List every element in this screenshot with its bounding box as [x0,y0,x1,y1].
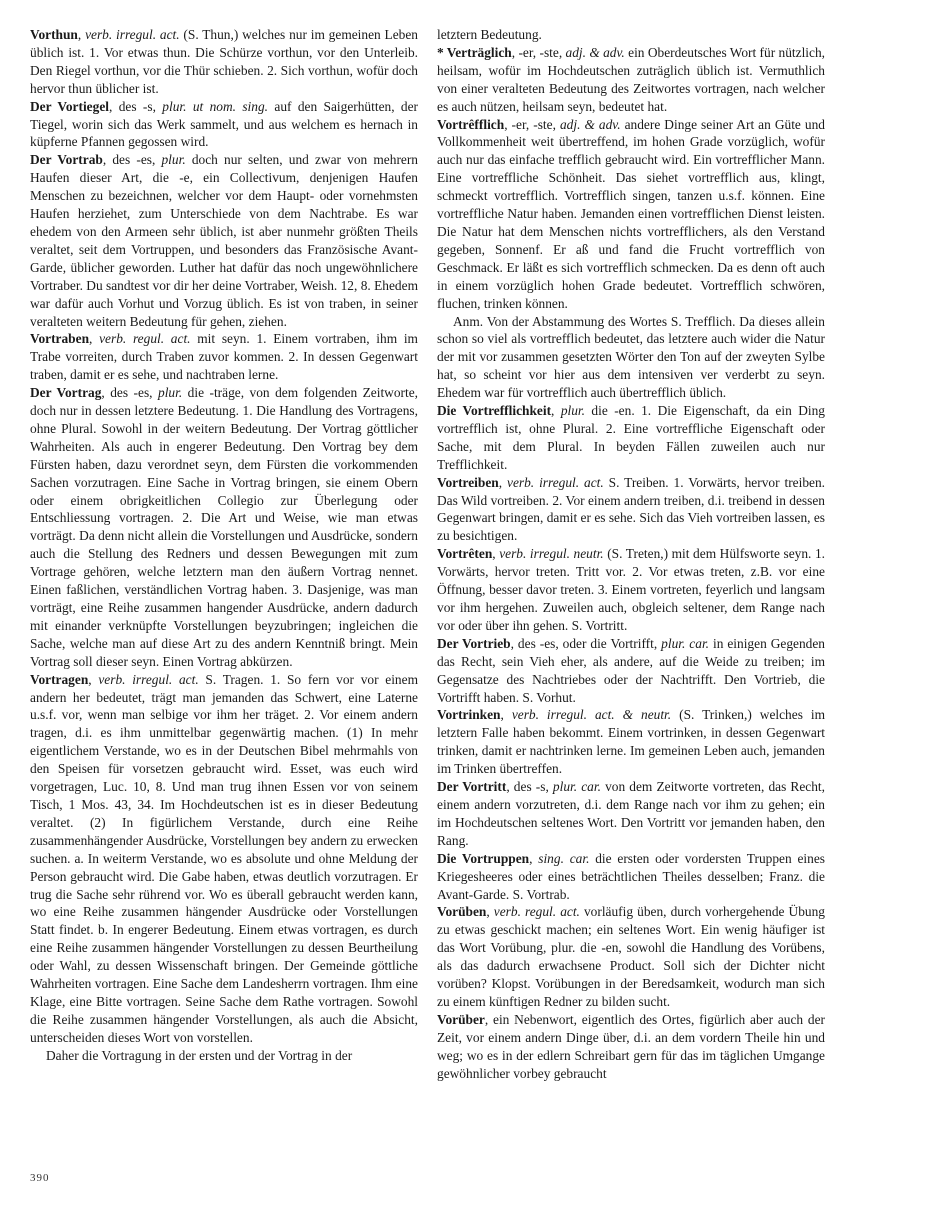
entry-definition: S. Treiben. 1. Vorwärts, hervor treiben. Das Wild vortreiben. 2. Vor einem andern treiben, d.i. treibend in dessen Gegenwart bringen, damit er es sehe. Sich das Vieh vortreiben lassen, es zu besichtigen. [437,474,825,544]
entry-inflection: , des -es, [102,152,162,168]
entry-headword: Der Vortrieb [437,635,511,651]
entry-headword: Vorthun [30,27,78,42]
entry-grammar-label: verb. irregul. neutr. [499,546,604,562]
entry-headword: Die Vortruppen [437,850,530,866]
page-number: 390 [30,1172,50,1184]
dictionary-entry [437,1011,825,1083]
entry-inflection: , [551,403,561,419]
entry-inflection: , -er, -ste, [504,116,560,132]
entry-inflection: , [89,331,100,347]
entry-grammar-label: adj. & adv. [565,44,625,60]
dictionary-entry [437,44,825,116]
entry-definition: (S. Treten,) mit dem Hülfsworte seyn. 1. Vorwärts, hervor treten. Tritt vor. 2. Vor etwas treten, z.B. vor eine Öffnung, besser davor treten. 3. Einem vortreten, feyerlich und langsam vor ihm hergehen. Zuweilen auch, obgleich seltener, dem Range nach vor oder über ihn gehen. S. Vortritt. [437,546,825,633]
dictionary-entry [437,545,825,635]
entry-headword: Der Vortrab [30,152,103,168]
entry-inflection: , [486,904,494,920]
entry-headword: Vortragen [30,671,89,687]
entry-headword: Vortrinken [437,707,501,723]
entry-inflection: , [500,707,512,723]
entry-inflection: , [529,850,539,866]
entry-headword: Die Vortrefflichkeit [437,403,552,419]
entry-headword: Der Vortiegel [30,98,109,114]
entry-definition: letztern Bedeutung. [437,27,542,42]
entry-inflection: , [88,671,99,687]
dictionary-entry [30,26,418,98]
entry-inflection: , -er, -ste, [511,44,566,60]
dictionary-entry [30,384,418,671]
dictionary-entry [437,26,825,44]
entry-definition: ein Nebenwort, eigentlich des Ortes, figürlich aber auch der Zeit, vor einem andern Dinge über, d.i. an dem vordern Theile hin und weg; wo es in der edlern Schreibart gern für das im täglichen Umgange gewöhnlicher vorbey gebraucht [437,1011,825,1081]
entry-definition: andere Dinge seiner Art an Güte und Vollkommenheit weit übertreffend, im hohen Grade vorzüglich, wofür auch nur das einfache trefflich gebraucht wird. Ein vortrefflicher Mann. Eine vortreffliche Schönheit. Das siehet vortrefflich aus, klingt, schmeckt vortrefflich. Vortrefflich singen, tanzen u.s.f. können. Eine vortreffliche Natur haben. Jemanden einen vortrefflichen Dienst leisten. Die Natur hat dem Menschen nichts vortrefflichers, als den Verstand gegeben, Sonnenf. Er aß und fand die Frucht vortrefflich von Geschmack. Er läßt es sich vortrefflich schmecken. Da es denn oft auch in einem vorzüglich hohen Grade bedeutet. Vortrefflich schwören, fluchen, trinken können. [437,116,825,311]
entry-grammar-label: plur. ut nom. sing. [162,98,269,114]
entry-inflection: , des -s, [506,779,553,795]
dictionary-entry [30,1047,418,1065]
dictionary-entry [30,98,418,152]
entry-grammar-label: plur. [560,403,585,419]
entry-definition: Anm. Von der Abstammung des Wortes S. Trefflich. Da dieses allein schon so viel als vortrefflich bedeutet, das letztere auch wider die Natur der mit vor zusammen gesetzten Wörter den Ton auf der zweyten Sylbe hat, so scheint vor hier aus dem intensiven ver verderbt zu seyn. Ehedem war für vortrefflich auch übertrefflich üblich. [437,313,825,401]
entry-definition: ein Oberdeutsches Wort für nützlich, heilsam, wofür im Hochdeutschen zuträglich üblich ist. Vermuthlich von einer veralteten Bedeutung des Zeitwortes vortragen, nach welcher es auch nützen, heilsam seyn, bedeutet hat. [437,44,825,114]
entry-headword: Der Vortrag [30,385,102,401]
entry-grammar-label: verb. irregul. act. [98,671,199,687]
entry-definition: S. Tragen. 1. So fern vor vor einem andern her bedeutet, trägt man jemanden das Schwert, eine Laterne u.s.f. vor, wenn man selbige vor ihm her träget. 2. Vor einem andern tragen, d.i. es ihm unmittelbar gegenwärtig machen. (1) In mehr eigentlichem Verstande, wo es in der Deutschen Bibel mehrmahls von den Speisen für vorsetzen gebraucht wird. Esset, was euch wird vorgetragen, Luc. 10, 8. Und man trug ihnen Essen vor von seinem Tisch, 1 Mos. 43, 34. Im Hochdeutschen ist es in dieser Bedeutung veraltet. (2) In figürlichem Verstande, durch eine Reihe zusammenhängender Ausdrücke, Vorstellungen bey andern zu erwecken suchen. a. In weiterm Verstande, wo es absolute und ohne Meldung der Person gebraucht wird. Die Gabe haben, etwas deutlich vorzutragen. Er trug die Sache sehr rührend vor. Wo es überall gebraucht werden kann, wo eine Reihe zusammen hängender Ausdrücke oder Vorstellungen Statt findet. b. In engerer Bedeutung. Einem etwas vortragen, es durch eine Reihe zusammen hängender Vorstellungen zu dessen Beurtheilung oder Wahl, zu dessen Wissenschaft bringen. Der Gemeinde göttliche Wahrheiten vortragen. Eine Sache dem Landesherrn vortragen. Ihm eine Klage, eine Bitte vortragen. Seine Sache dem Rathe vortragen. Sowohl die Reihe zusammen hängender Vorstellungen, als auch die Absicht, unterscheiden dieses Wort von vorstellen. [30,671,418,1045]
entry-headword: Vortrêten [437,546,493,562]
entry-grammar-label: verb. irregul. act. [507,474,604,490]
entry-headword: Vortraben [30,331,90,347]
entry-grammar-label: plur. car. [661,635,710,651]
entry-inflection: , [484,1011,494,1027]
right-column [437,26,825,1082]
dictionary-entry [437,706,825,778]
entry-grammar-label: plur. [161,152,186,168]
dictionary-entry [437,778,825,850]
entry-headword: Vorüber [437,1011,485,1027]
entry-inflection: , des -es, [101,385,158,401]
entry-grammar-label: sing. car. [538,850,590,866]
entry-definition: doch nur selten, und zwar von mehrern Haufen dieser Art, die -e, ein Collectivum, denjenigen Haufen Menschen zu bezeichnen, welcher vor dem Haupt- oder vornehmsten Haufen herziehet, zum Unterschiede von dem Nachtrabe. Es war ehedem von den Armeen sehr üblich, ist aber nunmehr größten Theils veraltet, seit dem Vortruppen, und besonders das Französische Avant-Garde, üblicher geworden. Luther hat dafür das noch ungewöhnlichere Vortraber. Du sandtest vor dir her deine Vortraber, Weish. 12, 8. Ehedem war dafür auch Vorhut und Vorzug üblich. Es ist von traben, in seiner veralteten weitern Bedeutung für gehen, ziehen. [30,152,419,329]
dictionary-entry [437,313,825,403]
entry-inflection: , des -s, [109,98,163,114]
entry-headword: Vortreiben [437,474,499,490]
entry-grammar-label: verb. irregul. act. & neutr. [511,707,672,723]
entry-headword: Vorüben [437,904,487,920]
entry-inflection: , des -es, oder die Vortrifft, [510,635,662,651]
entry-definition: (S. Thun,) welches nur im gemeinen Leben üblich ist. 1. Vor etwas thun. Die Schürze vorthun, vor den Unterleib. Den Riegel vorthun, vor die Thür schieben. 2. Sich vorthun, wofür doch hervor thun üblicher ist. [30,27,419,96]
entry-definition: die -träge, von dem folgenden Zeitworte, doch nur in dessen letztere Bedeutung. 1. Die Handlung des Vortragens, ohne Plural. Sowohl in der weitern Bedeutung. Der Vortrag göttlicher Wahrheiten. Als auch in engerer Bedeutung. Den Vortrag bey dem Fürsten haben, dazu verordnet seyn, dem Fürsten die vorkommenden Sachen vorzutragen. Eine Sache in Vortrag bringen, sie einem Obern oder einem obrigkeitlichen Collegio zur Überlegung oder Entschliessung vortragen. 2. Die Art und Weise, wie man etwas vorträgt. Da denn nicht allein die Vorstellungen und Ausdrücke, sondern auch die Stellung des Redners und dessen Bewegungen mit zum Vortrage gehören, welche letztern man den äußern Vortrag nennet. Einen faßlichen, verständlichen Vortrag haben. 3. Dasjenige, was man vorträgt, eine Reihe zusammen hangender Ausdrücke, andern dadurch mit einander verknüpfte Vorstellungen beyzubringen; ingleichen die Sache, welche man auf diese Art zu des andern Kenntniß bringt. Mein Vortrag soll dieser seyn. Einen Vortrag abkürzen. [30,385,419,669]
entry-grammar-label: plur. [158,385,183,401]
entry-grammar-label: plur. car. [552,779,601,795]
dictionary-entry [437,850,825,904]
entry-definition: mit seyn. 1. Einem vortraben, ihm im Trabe vorreiten, durch Traben zuvor kommen. 2. In dessen Gegenwart traben, damit er es sehe, und nachtraben lerne. [30,331,418,383]
dictionary-entry [437,116,825,313]
dictionary-entry [437,402,825,474]
entry-definition: (S. Trinken,) welches im letztern Falle haben bekommt. Einem vortrinken, in dessen Gegenwart trinken, damit er nachtrinken lerne. Im gemeinen Leben auch, jemanden im Trinken übertreffen. [437,707,826,777]
dictionary-entry [437,903,825,1010]
dictionary-entry [437,635,825,707]
entry-definition: auf den Saigerhütten, der Tiegel, worin sich das Werk sammelt, und aus welchem es hernach in küpferne Pfannen gegossen wird. [30,98,419,150]
entry-definition: vorläufig üben, durch vorhergehende Übung zu etwas geschickt machen; ein seltenes Wort. Ein wenig häufiger ist das Wort Vorübung, plur. die -en, sowohl die Handlung des Vorübens, als das dadurch erwachsene Product. Soll sich der Dichter nicht vorüben? Klopst. Vorübungen in der Beredsamkeit, wodurch man sich zu einem künftigen Redner zu bilden sucht. [437,904,825,1009]
entry-headword: Vortrêfflich [437,116,505,132]
entry-grammar-label: verb. irregul. act. [85,27,180,42]
entry-definition: von dem Zeitworte vortreten, das Recht, einem andern vorzutreten, d.i. dem Range nach vor ihm zu gehen; ein im Hochdeutschen seltenes Wort. Den Vortritt vor jemanden haben, den Rang. [437,779,826,848]
entry-inflection: , [498,474,508,490]
entry-inflection: , [492,546,500,562]
entry-definition: Daher die Vortragung in der ersten und der Vortrag in der [46,1047,353,1063]
dictionary-entry [30,151,418,330]
entry-headword: Der Vortritt [437,779,507,795]
entry-inflection: , [77,27,86,42]
entry-grammar-label: adj. & adv. [559,116,621,132]
dictionary-entry [437,474,825,546]
entry-grammar-label: verb. regul. act. [493,904,580,920]
entry-headword: * Verträglich [437,44,512,60]
entry-definition: die ersten oder vordersten Truppen eines Kriegesheeres oder eines beträchtlichen Theiles desselben; Franz. die Avant-Garde. S. Vortrab. [437,850,825,902]
entry-grammar-label: verb. regul. act. [99,331,191,347]
left-column [30,26,418,1065]
dictionary-entry [30,330,418,384]
entry-definition: die -en. 1. Die Eigenschaft, da ein Ding vortrefflich ist, ohne Plural. 2. Eine vortreffliche Eigenschaft oder Sache, mit dem Plural. In beyden Fällen zuweilen auch nur Trefflichkeit. [437,403,825,472]
entry-definition: in einigen Gegenden das Recht, sein Vieh eher, als andere, auf die Weide zu treiben; im Gegensatze des Nachtriebes oder der Nachtrifft. Den Vortrieb, die Vortrifft haben. S. Vorhut. [437,635,826,705]
dictionary-entry [30,671,418,1047]
